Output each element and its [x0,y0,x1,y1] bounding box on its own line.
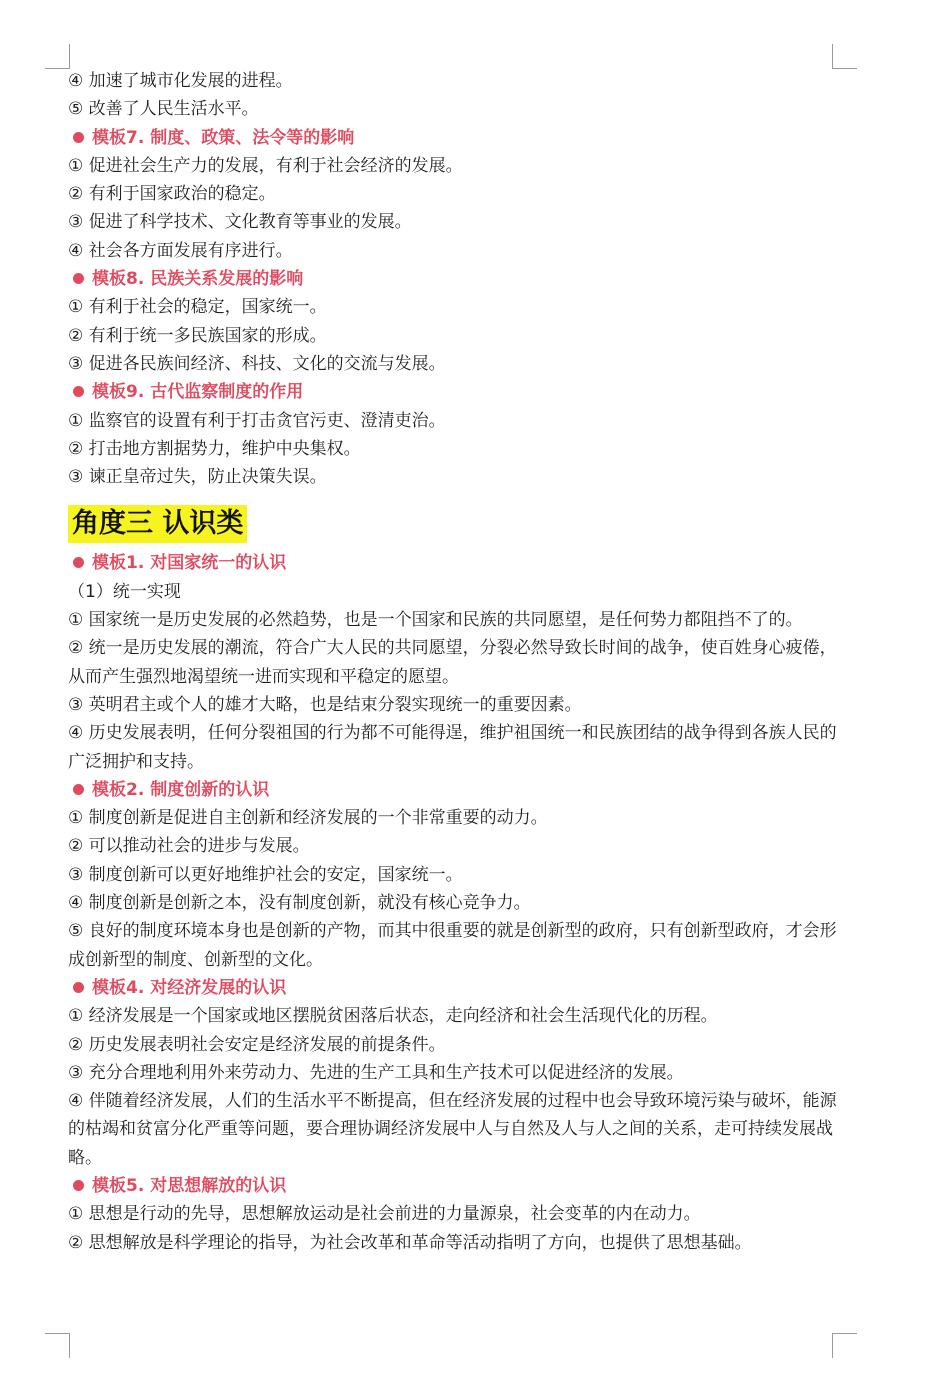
list-item: ③ 制度创新可以更好地维护社会的安定，国家统一。 [68,864,463,885]
list-item: ④ 制度创新是创新之本，没有制度创新，就没有核心竞争力。 [68,893,531,914]
list-item: ③ 英明君主或个人的雄才大略，也是结束分裂实现统一的重要因素。 [68,694,582,715]
template-heading-text: 模板5. 对思想解放的认识 [92,1175,287,1196]
list-item: ③ 充分合理地利用外来劳动力、先进的生产工具和生产技术可以促进经济的发展。 [68,1062,684,1083]
list-item: ② 打击地方割据势力，维护中央集权。 [68,438,361,459]
template-heading [68,1172,838,1200]
page-corner-mark-bottom-right [832,1333,857,1358]
bullet-dot-icon [73,273,84,284]
document-body [68,67,838,1257]
list-item: ⑤ 改善了人民生活水平。 [68,99,259,120]
bullet-dot-icon [73,1180,84,1191]
section-heading: 角度三 认识类 [68,505,247,543]
list-item: ④ 社会各方面发展有序进行。 [68,240,293,261]
list-item: ② 可以推动社会的进步与发展。 [68,836,310,857]
template-heading [68,549,838,577]
template-heading [68,776,838,804]
template-heading-text: 模板1. 对国家统一的认识 [92,553,287,574]
list-paragraph: ② 思想解放是科学理论的指导，为社会改革和革命等活动指明了方向，也提供了思想基础。 [68,1232,752,1253]
page-corner-mark-top-right [832,44,857,69]
bullet-dot-icon [73,982,84,993]
bullet-dot-icon [73,784,84,795]
list-item: ② 有利于国家政治的稳定。 [68,184,276,205]
bullet-dot-icon [73,386,84,397]
list-item: ② 有利于统一多民族国家的形成。 [68,325,327,346]
list-item: ① 思想是行动的先导，思想解放运动是社会前进的力量源泉，社会变革的内在动力。 [68,1204,701,1225]
bullet-dot-icon [73,557,84,568]
list-paragraph: ④ 伴随着经济发展，人们的生活水平不断提高，但在经济发展的过程中也会导致环境污染与破坏，能源的枯竭和贫富分化严重等问题，要合理协调经济发展中人与自然及人与人之间的关系，走可持续发展战略。 [68,1091,837,1168]
list-paragraph: ① 国家统一是历史发展的必然趋势，也是一个国家和民族的共同愿望，是任何势力都阻挡不了的。 [68,610,803,631]
template-heading [68,378,838,406]
template-heading-text: 模板4. 对经济发展的认识 [92,977,287,998]
bullet-dot-icon [73,132,84,143]
template-heading-text: 模板2. 制度创新的认识 [92,779,270,800]
list-item: ① 监察官的设置有利于打击贪官污吏、澄清吏治。 [68,410,446,431]
list-item: ① 有利于社会的稳定，国家统一。 [68,297,327,318]
template-heading-text: 模板8. 民族关系发展的影响 [92,269,304,290]
template-heading [68,124,838,152]
section-heading-wrapper [68,491,838,549]
list-item: ② 历史发展表明社会安定是经济发展的前提条件。 [68,1034,446,1055]
template-heading-text: 模板9. 古代监察制度的作用 [92,382,304,403]
list-paragraph: ② 统一是历史发展的潮流，符合广大人民的共同愿望，分裂必然导致长时间的战争，使百姓身心疲倦，从而产生强烈地渴望统一进而实现和平稳定的愿望。 [68,638,837,687]
page-corner-mark-top-left [45,44,70,69]
list-item: ④ 加速了城市化发展的进程。 [68,71,293,91]
list-item: ③ 促进了科学技术、文化教育等事业的发展。 [68,212,412,233]
list-item: ① 促进社会生产力的发展，有利于社会经济的发展。 [68,155,463,176]
template-heading [68,974,838,1002]
template-heading-text: 模板7. 制度、政策、法令等的影响 [92,127,355,148]
list-item: ① 制度创新是促进自主创新和经济发展的一个非常重要的动力。 [68,808,548,829]
list-paragraph: ⑤ 良好的制度环境本身也是创新的产物，而其中很重要的就是创新型的政府，只有创新型政府，才会形成创新型的制度、创新型的文化。 [68,921,837,970]
template-heading [68,265,838,293]
page-corner-mark-bottom-left [45,1333,70,1358]
list-item: ③ 促进各民族间经济、科技、文化的交流与发展。 [68,353,446,374]
list-paragraph: ④ 历史发展表明，任何分裂祖国的行为都不可能得逞，维护祖国统一和民族团结的战争得到各族人民的广泛拥护和支持。 [68,723,837,772]
list-item: （1）统一实现 [68,581,181,602]
list-item: ① 经济发展是一个国家或地区摆脱贫困落后状态，走向经济和社会生活现代化的历程。 [68,1006,718,1027]
list-item: ③ 谏正皇帝过失，防止决策失误。 [68,467,327,488]
